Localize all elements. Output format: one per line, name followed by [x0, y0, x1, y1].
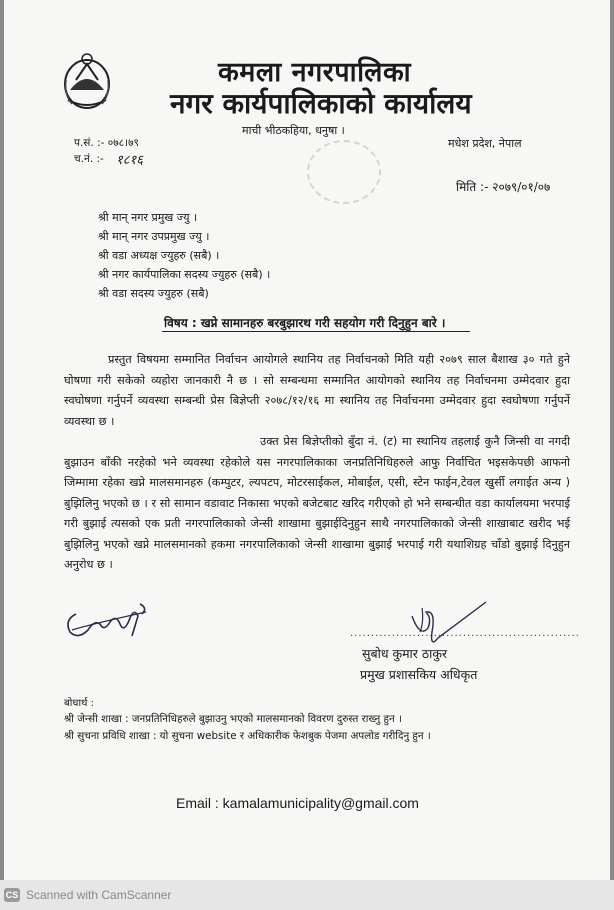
recipient-line: श्री मान् नगर उपप्रमुख ज्यु । [98, 230, 210, 243]
camscanner-logo-icon: CS [5, 890, 19, 900]
camscanner-watermark-text: Scanned with CamScanner [26, 888, 172, 902]
officer-title: प्रमुख प्रशासकिय अधिकृत [360, 667, 478, 682]
body-paragraph-2: उक्त प्रेस बिज्ञेप्तीको बुँदा नं. (ट) मा स्थानिय तहलाई कुनै जिन्सी वा नगदी बुझाउन बाँकी नरहेको भने व्यवस्था रहेकोले यस नगरपालिकाका जनप्रतिनिधिहरुले आफु निर्वाचित भइसकेपछी आफनो जिम्मामा रहेका खप्ने मालसमानहरु (कम्पुटर, ल्यपटप, मोटरसाईकल, मोबाईल, एसी, स्टेन फाईन,टेवल खुर्सी लगाईत अन्य ) बुझिलिनु भएको छ । र सो सामान वडावाट निकासा भएको बजेटबाट खरिद गरीएको हो भने सम्बन्धीत वडा कार्यालयमा भरपाई गरी बुझाई त्यसको एक प्रती नगरपालिकाको जेन्सी शाखामा बुझाईदिनुहुन साथै नगरपालिकाको जेन्सी शाखाबाट खरीद भई बुझिलिनु भएको खप्ने मालसमानको हकमा नगरपालिकाको जेन्सी शाखामा बुझाई भरपाई गरी यथाशिग्रह चाँडो बुझाई दिनुहुन अनुरोध छ । [64, 435, 570, 571]
dispatch-number-handwritten: १८१६ [116, 153, 144, 168]
recipient-line: श्री नगर कार्यपालिका सदस्य ज्युहरु (सबै) । [98, 268, 271, 281]
subject-line: विषय : खप्ने सामानहरु बरबुझारथ गरी सहयोग गरी दिनुहुन बारे । [164, 316, 446, 330]
officer-name: सुबोध कुमार ठाकुर [362, 646, 448, 661]
body-paragraph-1: प्रस्तुत विषयमा सम्मानित निर्वाचन आयोगले स्थानिय तह निर्वाचनको मिति यही २०७९ साल बैशाख ३० गते हुने घोषणा गरी सकेको व्यहोरा जानकारी नै छ । सो सम्बन्धमा सम्मानित आयोगको स्थानिय तह निर्वाचनमा उम्मेदवार हुदा स्वघोषणा गर्नुपर्ने व्यवस्था सम्बन्धी प्रेस बिज्ञेप्ती २०७८/१२/१६ मा स्थानिय तह निर्वाचनमा उम्मेदवार हुदा स्वघोषणा गर्नुपर्ने व्यवस्था छ । [64, 353, 570, 428]
recipient-line: श्री मान् नगर प्रमुख ज्यु । [98, 211, 198, 224]
office-title-line2: नगर कार्यपालिकाको कार्यालय [170, 87, 472, 120]
faint-stamp-mark [307, 140, 381, 204]
letter-date: मिति :- २०७९/०१/०७ [456, 180, 551, 194]
cc-item: श्री सुचना प्रविधि शाखा : यो सुचना website र अधिकारीक फेशबुक पेजमा अपलोड गरीदिनु हुन । [64, 730, 431, 742]
recipient-line: श्री वडा अध्यक्ष ज्युहरु (सबै) । [98, 249, 220, 262]
office-address: माची भीठकहिया, धनुषा । [242, 124, 345, 137]
handwritten-initials-signature [62, 594, 154, 646]
recipient-line: श्री वडा सदस्य ज्युहरु (सबै) [98, 287, 209, 300]
cc-label: बोधार्थ : [64, 698, 94, 709]
reference-number: प.सं. :- ०७८।७९ [74, 137, 140, 149]
office-email: Email : kamalamunicipality@gmail.com [176, 795, 419, 811]
letter-page [4, 0, 610, 880]
office-title-line1: कमला नगरपालिका [218, 57, 412, 88]
cc-item: श्री जेन्सी शाखा : जनप्रतिनिधिहरुले बुझाउनु भएको मालसमानको विवरण दुरुस्त राख्नु हुन । [64, 713, 402, 725]
province-label: मधेश प्रदेश, नेपाल [448, 137, 522, 150]
dispatch-number-label: च.नं. :- [74, 153, 104, 165]
subject-underline [162, 331, 470, 332]
nepal-government-emblem-icon [62, 50, 112, 112]
signature-dotted-line: ....................................................... [350, 628, 580, 639]
